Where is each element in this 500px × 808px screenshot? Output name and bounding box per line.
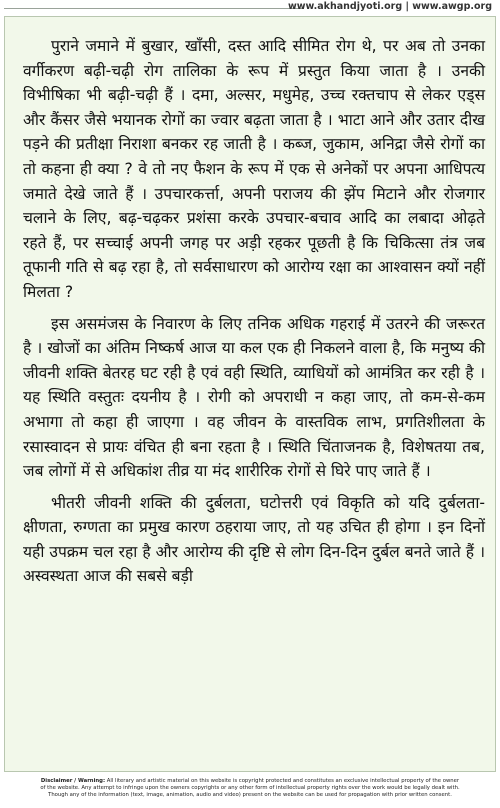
paragraph-1: पुराने जमाने में बुखार, खाँसी, दस्त आदि सीमित रोग थे, पर अब तो उनका वर्गीकरण बढ़ी-चढ़ी रोग तालिका के रूप में प्रस्तुत किया जाता है । उनकी विभीषिका भी बढ़ी-चढ़ी हैं । दमा, अल्सर, मधुमेह, उच्च रक्तचाप से लेकर एड्स और कैंसर जैसे भयानक रोगों का ज्वार बढ़ता जाता है । भाटा आने और उतार दीख पड़ने की प्रतीक्षा निराशा बनकर रह जाती है । कब्ज, जुकाम, अनिद्रा जैसे रोगों का तो कहना ही क्या ? वे तो नए फैशन के रूप में एक से अनेकों पर अपना आधिपत्य जमाते देखे जाते हैं । उपचारकर्त्ता, अपनी पराजय की झेंप मिटाने और रोजगार चलाने के लिए, बढ़-चढ़कर प्रशंसा करके उपचार-बचाव आदि का लबादा ओढ़ते रहते हैं, पर सच्चाई अपनी जगह पर अड़ी रहकर पूछती है कि चिकित्सा तंत्र जब तूफानी गति से बढ़ रहा है, तो सर्वसाधारण को आरोग्य रक्षा का आश्वासन क्यों नहीं मिलता ?	[23, 37, 485, 301]
header-separator: |	[405, 1, 409, 12]
paragraph-2: इस असमंजस के निवारण के लिए तनिक अधिक गहराई में उतरने की जरूरत है । खोजों का अंतिम निष्कर्ष आज या कल एक ही निकलने वाला है, कि मनुष्य की जीवनी शक्ति बेतरह घट रही है एवं वही स्थिति, व्याधियों को आमंत्रित कर रही है । यह स्थिति वस्तुतः दयनीय है । रोगी को अपराधी न कहा जाए, तो कम-से-कम अभागा तो कहा ही जाएगा । वह जीवन के वास्तविक लाभ, प्रगतिशीलता के रसास्वादन से प्रायः वंचित ही बना रहता है । स्थिति चिंताजनक है, विशेषतया तब, जब लोगों में से अधिकांश तीव्र या मंद शारीरिक रोगों से घिरे पाए जाते हैं ।	[23, 314, 485, 481]
disclaimer-line-3: Though any of the information (text, image, animation, audio and video) present on the website can be used for propagation with prior written consent.	[48, 792, 452, 798]
paragraph-3: भीतरी जीवनी शक्ति की दुर्बलता, घटोत्तरी एवं विकृति को यदि दुर्बलता-क्षीणता, रुग्णता का प्रमुख कारण ठहराया जाए, तो यह उचित ही होगा । इन दिनों यही उपक्रम चल रहा है और आरोग्य की दृष्टि से लोग दिन-दिन दुर्बल बनते जाते हैं । अस्वस्थता आज की सबसे बड़ी	[23, 493, 485, 586]
header-links	[288, 1, 492, 12]
disclaimer-line-1	[0, 778, 500, 785]
article-body	[23, 34, 485, 589]
disclaimer-line-2: of the website. Any attempt to infringe upon the owners copyrights or any other form of intellectual property rights over the work would be legally dealt with.	[40, 785, 460, 791]
akhandjyoti-link[interactable]: www.akhandjyoti.org	[287, 1, 403, 12]
disclaimer-text-1: All literary and artistic material on this website is copyright protected and constitutes an exclusive intellectual property of the owner	[106, 778, 460, 784]
awgp-link[interactable]: www.awgp.org	[412, 1, 492, 12]
header-rule	[4, 8, 304, 9]
disclaimer-label: Disclaimer / Warning:	[40, 778, 106, 784]
top-bar	[0, 0, 500, 16]
disclaimer	[0, 778, 500, 799]
